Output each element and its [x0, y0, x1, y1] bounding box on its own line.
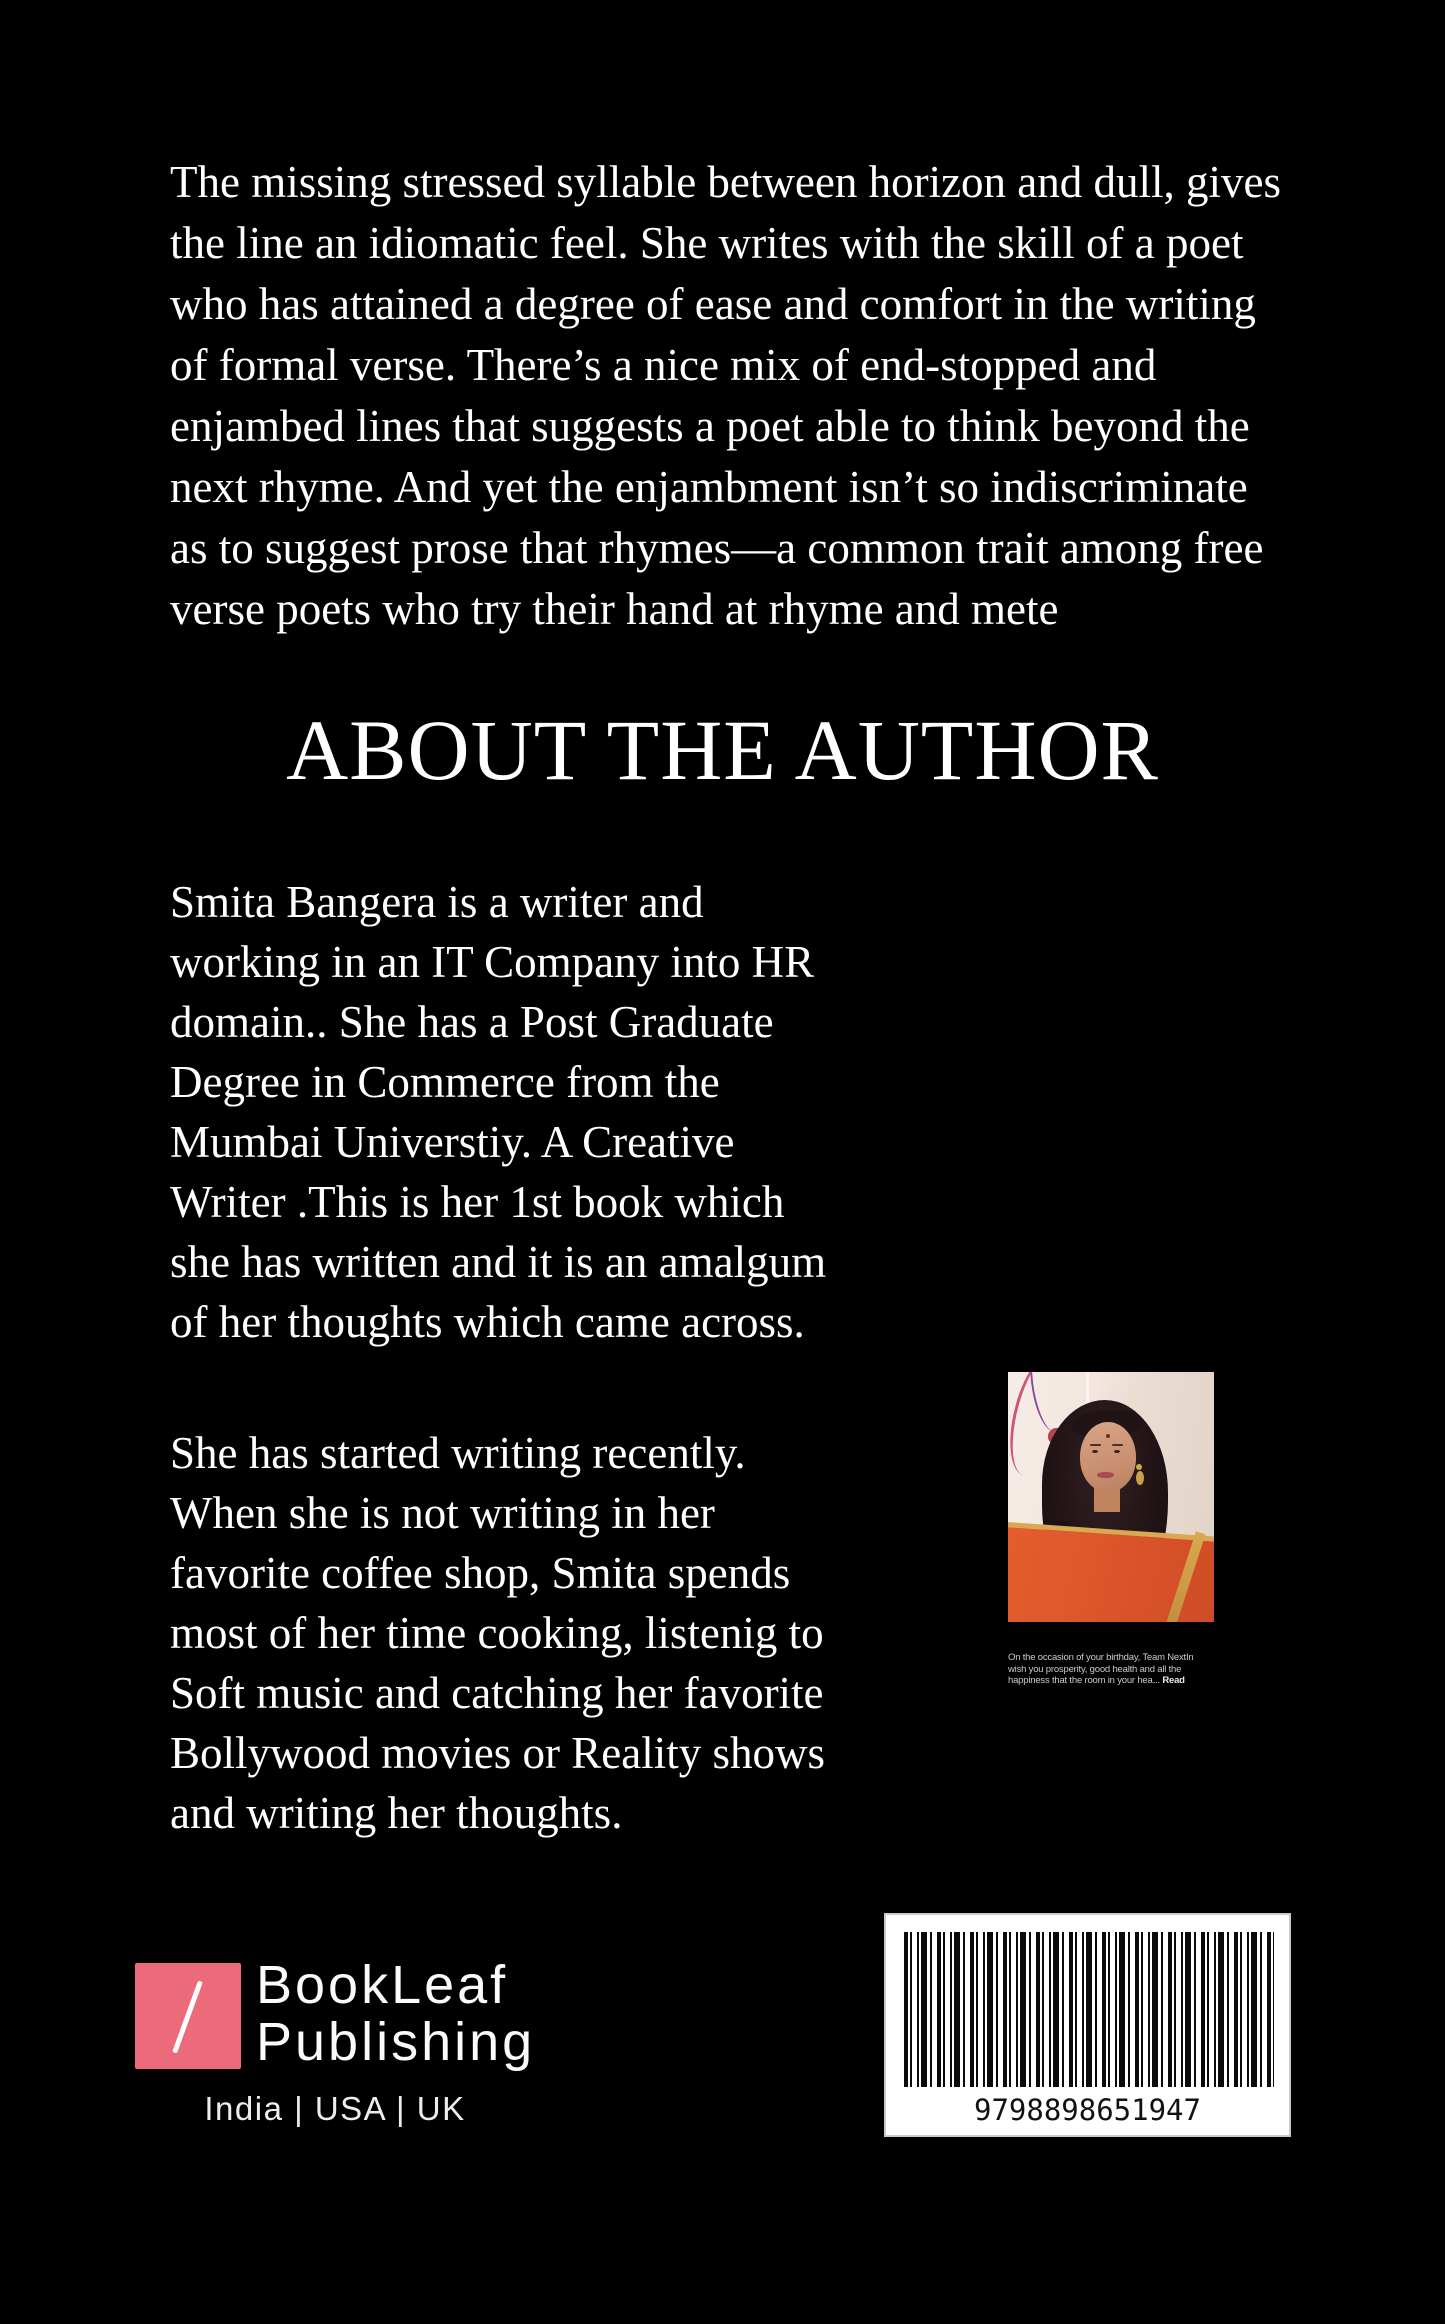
review-line: enjambed lines that suggests a poet able to think beyond the [170, 401, 1250, 451]
review-line: verse poets who try their hand at rhyme and mete [170, 584, 1059, 634]
photo-eyebrow [1090, 1444, 1101, 1446]
bio-paragraph-2 [170, 1423, 826, 1843]
photo-caption-line [1008, 1675, 1214, 1687]
review-line: of formal verse. There’s a nice mix of end-stopped and [170, 340, 1157, 390]
bio-paragraph-1 [170, 872, 826, 1352]
photo-caption-line: On the occasion of your birthday, Team NextIn [1008, 1652, 1194, 1663]
bio-line: she has written and it is an amalgum [170, 1237, 827, 1287]
review-line: the line an idiomatic feel. She writes with the skill of a poet [170, 218, 1244, 268]
review-paragraph [170, 152, 1281, 640]
bio-line: domain.. She has a Post Graduate [170, 997, 774, 1047]
review-line: The missing stressed syllable between horizon and dull, gives [170, 157, 1282, 207]
photo-eye [1092, 1450, 1098, 1453]
photo-caption-line: wish you prosperity, good health and all the [1008, 1663, 1182, 1675]
publisher-regions: India | USA | UK [204, 2090, 466, 2127]
author-photo-art [1008, 1372, 1214, 1622]
bio-line: of her thoughts which came across. [170, 1297, 805, 1347]
bio-line: Writer .This is her 1st book which [170, 1177, 785, 1227]
bio-line: Degree in Commerce from the [170, 1057, 720, 1107]
publisher-name-line1: BookLeaf [256, 1955, 509, 2015]
bio-line: She has started writing recently. [170, 1428, 746, 1478]
slash-icon [172, 1980, 203, 2053]
read-more-label: Read [1162, 1675, 1185, 1686]
barcode-bars [904, 1932, 1274, 2087]
author-bio [170, 872, 826, 1843]
review-line: as to suggest prose that rhymes—a common trait among free [170, 523, 1264, 573]
bio-line: Bollywood movies or Reality shows [170, 1728, 825, 1778]
photo-face [1080, 1422, 1136, 1492]
bio-line: working in an IT Company into HR [170, 937, 815, 987]
publisher-name-line2: Publishing [256, 2012, 536, 2072]
photo-lips [1097, 1472, 1114, 1478]
photo-bindi [1106, 1434, 1110, 1438]
bio-line: Mumbai Universtiy. A Creative [170, 1117, 735, 1167]
author-photo [1008, 1372, 1214, 1687]
photo-eyebrow [1112, 1444, 1123, 1446]
bio-line: most of her time cooking, listenig to [170, 1608, 824, 1658]
bio-line: favorite coffee shop, Smita spends [170, 1548, 791, 1598]
barcode [884, 1913, 1291, 2137]
bookleaf-logo-icon [135, 1963, 241, 2069]
bio-line: Soft music and catching her favorite [170, 1668, 824, 1718]
photo-earring [1136, 1464, 1142, 1470]
about-the-author-heading: ABOUT THE AUTHOR [286, 702, 1159, 798]
photo-eye [1114, 1450, 1120, 1453]
photo-caption-text: happiness that the room in your hea... [1008, 1675, 1163, 1686]
review-line: next rhyme. And yet the enjambment isn’t so indiscriminate [170, 462, 1248, 512]
photo-caption [1008, 1652, 1214, 1687]
review-line: who has attained a degree of ease and comfort in the writing [170, 279, 1256, 329]
bio-line: Smita Bangera is a writer and [170, 877, 704, 927]
bio-line: When she is not writing in her [170, 1488, 715, 1538]
barcode-number: 9798898651947 [974, 2093, 1201, 2127]
publisher-name [256, 1957, 535, 2071]
photo-earring [1136, 1471, 1144, 1485]
bio-line: and writing her thoughts. [170, 1788, 623, 1838]
